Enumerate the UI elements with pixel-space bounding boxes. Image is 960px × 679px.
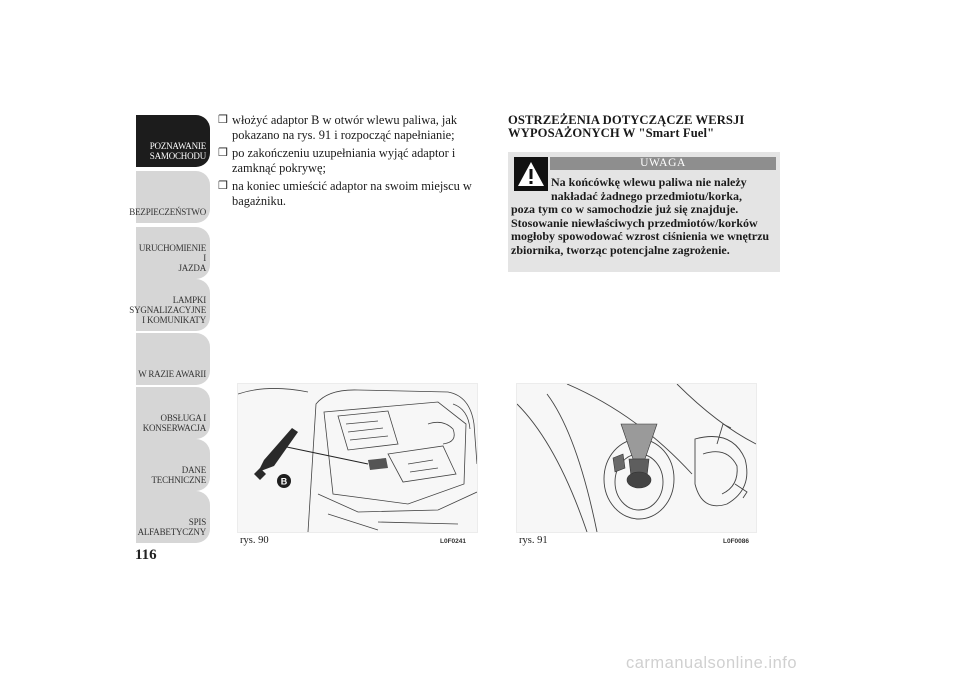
tab-w-razie-awarii[interactable]: W RAZIE AWARII: [136, 333, 210, 385]
list-item: [218, 146, 486, 177]
callout-b-label: B: [280, 476, 288, 487]
tab-poznawanie-samochodu[interactable]: POZNAWANIE SAMOCHODU: [136, 115, 210, 167]
tab-uruchomienie-i-jazda[interactable]: URUCHOMIENIE I JAZDA: [136, 227, 210, 279]
section-heading: OSTRZEŻENIA DOTYCZĄCZE WERSJI WYPOSAŻONYCH W "Smart Fuel": [508, 113, 745, 140]
warning-box: [508, 152, 780, 272]
figure-caption-91: rys. 91: [519, 535, 548, 546]
page-number: 116: [135, 547, 157, 563]
list-item-text: na koniec umieścić adaptor na swoim miejscu w bagażniku.: [232, 178, 472, 209]
tab-lampki-sygnalizacyjne[interactable]: LAMPKI SYGNALIZACYJNE I KOMUNIKATY: [136, 279, 210, 331]
trunk-adaptor-illustration: [238, 384, 477, 532]
tab-bezpieczenstwo[interactable]: BEZPIECZEŃSTWO: [136, 171, 210, 223]
instruction-list: [218, 113, 486, 211]
figure-rys-91: [516, 383, 757, 533]
tab-dane-techniczne[interactable]: DANE TECHNICZNE: [136, 439, 210, 491]
warning-text-intro: Na końcówkę wlewu paliwa nie należy nakładać żadnego przedmiotu/korka,: [551, 175, 747, 203]
tab-obsluga-i-konserwacja[interactable]: OBSŁUGA I KONSERWACJA: [136, 387, 210, 439]
checkbox-bullet-icon: ❒: [218, 114, 228, 126]
warning-text: [511, 176, 777, 258]
warning-title: UWAGA: [550, 157, 776, 170]
figure-rys-90: [237, 383, 478, 533]
list-item: [218, 113, 486, 144]
list-item-text: włożyć adaptor B w otwór wlewu paliwa, jak pokazano na rys. 91 i rozpocząć napełnianie;: [232, 113, 458, 143]
checkbox-bullet-icon: ❒: [218, 146, 228, 159]
figure-caption-90: rys. 90: [240, 535, 269, 546]
figure-code-91: L0F0086: [723, 538, 750, 545]
checkbox-bullet-icon: ❒: [218, 179, 228, 192]
list-item-text: po zakończeniu uzupełniania wyjąć adaptor i zamknąć pokrywę;: [232, 145, 456, 176]
tab-spis-alfabetyczny[interactable]: SPIS ALFABETYCZNY: [136, 491, 210, 543]
list-item: [218, 179, 486, 210]
figure-code-90: L0F0241: [440, 538, 467, 545]
warning-text-body: poza tym co w samochodzie już się znajduje. Stosowanie niewłaściwych przedmiotów/korków mogłoby spowodować wzrost ciśnienia we wnętrzu zbiornika, tworząc potencjalne zagrożenie.: [511, 202, 770, 257]
fuel-filler-illustration: [517, 384, 756, 532]
watermark-text: carmanualsonline.info: [626, 654, 798, 672]
section-sidebar: [129, 115, 210, 545]
